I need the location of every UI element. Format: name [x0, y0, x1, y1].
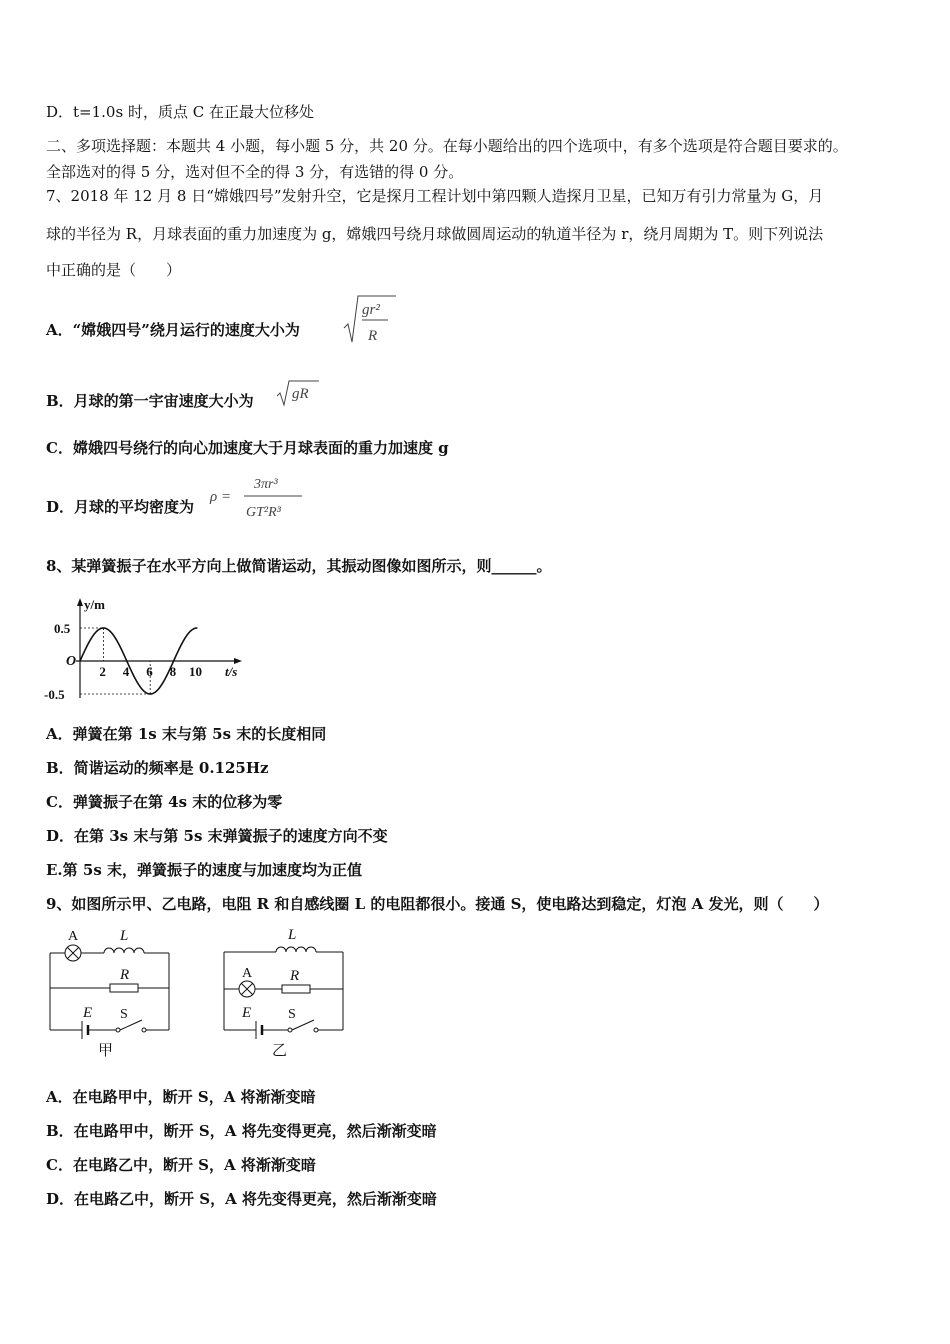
resistor-icon — [282, 985, 310, 993]
y-axis-label: y/m — [84, 597, 105, 612]
x-tick-label: 4 — [122, 664, 130, 679]
y-tick-label: -0.5 — [44, 687, 65, 700]
x-tick-label: 10 — [189, 664, 202, 679]
switch-label: S — [120, 1007, 128, 1022]
q7-option-a-numerator: gr² — [362, 302, 380, 318]
resistor-label: R — [290, 968, 300, 984]
inductor-icon — [104, 948, 144, 953]
q8-option-a: A．弹簧在第 1s 末与第 5s 末的长度相同 — [46, 725, 327, 743]
q9-stem: 9、如图所示甲、乙电路，电阻 R 和自感线圈 L 的电阻都很小。接通 S，使电路达到稳定，灯泡 A 发光，则（ ） — [46, 895, 829, 913]
x-tick-label: 2 — [99, 664, 106, 679]
inductor-icon — [276, 947, 316, 952]
q7-stem-line1: 7、2018 年 12 月 8 日“嫦娥四号”发射升空，它是探月工程计划中第四颗人造探月卫星，已知万有引力常量为 G，月 — [46, 187, 824, 205]
resistor-icon — [110, 984, 138, 992]
circuit-jia — [44, 925, 179, 1060]
circuit-yi — [218, 925, 353, 1060]
q7-option-d-lhs: ρ = — [210, 489, 232, 505]
q7-option-a-denominator: R — [368, 328, 378, 344]
q7-option-d: D．月球的平均密度为 — [46, 498, 195, 516]
q8-option-d: D．在第 3s 末与第 5s 末弹簧振子的速度方向不变 — [46, 827, 388, 845]
resistor-label: R — [120, 967, 130, 983]
x-tick-label: 8 — [169, 664, 177, 679]
q7-option-d-formula — [208, 470, 308, 524]
q7-option-b-formula — [275, 378, 320, 408]
q8-option-e: E.第 5s 末，弹簧振子的速度与加速度均为正值 — [46, 861, 362, 879]
circuit-caption: 甲 — [98, 1043, 114, 1059]
inductor-label: L — [120, 928, 129, 944]
q6-option-d: D．t=1.0s 时，质点 C 在正最大位移处 — [46, 103, 314, 121]
q7-option-d-numerator: 3πr³ — [254, 477, 278, 492]
q8-stem: 8、某弹簧振子在水平方向上做简谐运动，其振动图像如图所示，则______。 — [46, 557, 552, 575]
q7-stem-line3: 中正确的是（ ） — [46, 261, 182, 279]
x-axis-label: t/s — [225, 664, 238, 679]
q8-option-b: B．简谐运动的频率是 0.125Hz — [46, 759, 269, 777]
battery-label: E — [83, 1005, 93, 1021]
switch-label: S — [288, 1007, 296, 1022]
q9-option-b: B．在电路甲中，断开 S，A 将先变得更亮，然后渐渐变暗 — [46, 1122, 437, 1140]
section2-heading-line1: 二、多项选择题：本题共 4 小题，每小题 5 分，共 20 分。在每小题给出的四个选项中，有多个选项是符合题目要求的。 — [46, 137, 848, 155]
q9-option-a: A．在电路甲中，断开 S，A 将渐渐变暗 — [46, 1088, 316, 1106]
q7-option-a: A．“嫦娥四号”绕月运行的速度大小为 — [46, 321, 300, 339]
q7-option-c: C．嫦娥四号绕行的向心加速度大于月球表面的重力加速度 g — [46, 439, 449, 457]
y-tick-label: 0.5 — [54, 621, 71, 636]
lamp-label: A — [242, 966, 253, 981]
q9-option-c: C．在电路乙中，断开 S，A 将渐渐变暗 — [46, 1156, 316, 1174]
q9-option-d: D．在电路乙中，断开 S，A 将先变得更亮，然后渐渐变暗 — [46, 1190, 437, 1208]
q7-option-b-expression: gR — [292, 386, 309, 402]
q7-stem-line2: 球的半径为 R，月球表面的重力加速度为 g，嫦娥四号绕月球做圆周运动的轨道半径为 r，绕月周期为 T。则下列说法 — [46, 225, 824, 243]
q7-option-b: B．月球的第一宇宙速度大小为 — [46, 392, 254, 410]
q8-option-c: C．弹簧振子在第 4s 末的位移为零 — [46, 793, 283, 811]
q7-option-d-denominator: GT²R³ — [246, 505, 281, 520]
lamp-label: A — [68, 929, 79, 944]
origin-label: O — [66, 654, 77, 669]
q7-option-a-formula — [340, 292, 400, 352]
battery-label: E — [242, 1005, 252, 1021]
circuit-caption: 乙 — [272, 1043, 288, 1059]
x-tick-label: 6 — [146, 664, 153, 679]
section2-heading-line2: 全部选对的得 5 分，选对但不全的得 3 分，有选错的得 0 分。 — [46, 163, 464, 181]
q8-vibration-graph — [40, 595, 250, 700]
y-axis-arrow — [77, 598, 83, 606]
inductor-label: L — [288, 927, 297, 943]
